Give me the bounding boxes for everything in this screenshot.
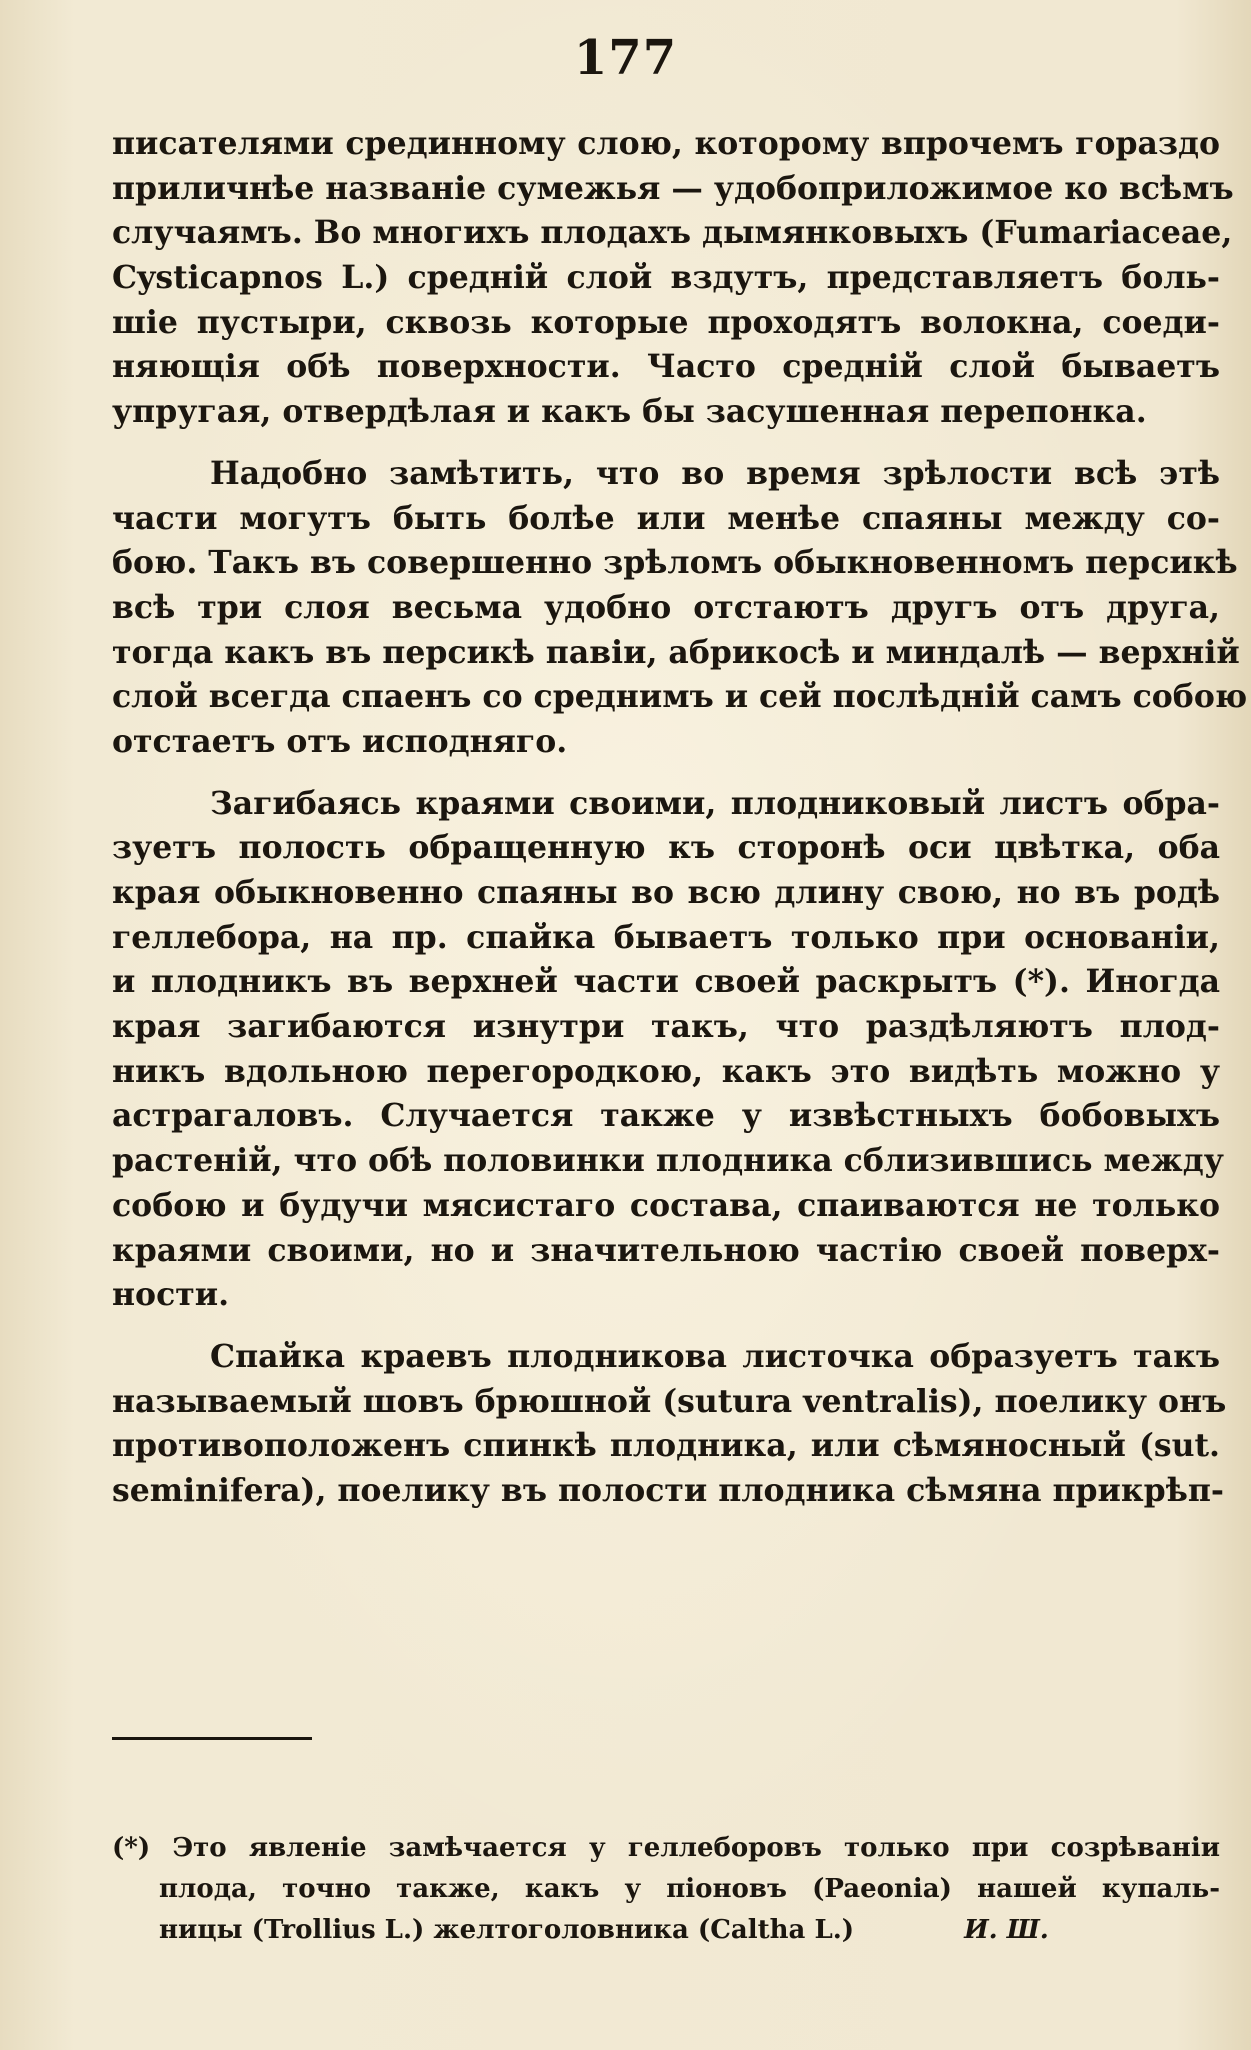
text-line: шіе пустыри, сквозь которые проходятъ волокна, соеди- — [112, 303, 1220, 341]
footnote-text: ницы (Trollius L.) желтоголовника (Caltha L.) — [159, 1915, 855, 1945]
text-line: зуетъ полость обращенную къ сторонѣ оси цвѣтка, оба — [112, 829, 1220, 867]
text-line: seminifera), поелику въ полости плодника сѣмяна прикрѣп- — [112, 1471, 1224, 1509]
text-line: писателями срединному слою, которому впрочемъ гораздо — [112, 125, 1220, 162]
text-line: всѣ три слоя весьма удобно отстаютъ другъ отъ друга, — [112, 588, 1220, 626]
text-line: упругая, отвердѣлая и какъ бы засушенная перепонка. — [112, 393, 1147, 431]
text-line: собою и будучи мясистаго состава, спаиваются не только — [112, 1186, 1220, 1224]
footnote-line: (*) Это явленіе замѣчается у геллеборовъ только при созрѣваніи — [112, 1833, 1220, 1863]
text-line: растеній, что обѣ половинки плодника сблизившись между — [112, 1142, 1224, 1180]
text-line: Надобно замѣтить, что во время зрѣлости всѣ этѣ — [210, 454, 1220, 492]
text-line: Cysticapnos L.) средній слой вздутъ, представляетъ боль- — [112, 259, 1220, 297]
text-line: геллебора, на пр. спайка бываетъ только при основаніи, — [112, 918, 1220, 956]
text-line: приличнѣе названіе сумежья — удобоприложимое ко всѣмъ — [112, 169, 1234, 207]
page-number: 177 — [573, 30, 678, 86]
body-text — [112, 122, 1248, 1531]
text-line: никъ вдольною перегородкою, какъ это видѣть можно у — [112, 1052, 1220, 1090]
text-line: отстаетъ отъ исподняго. — [112, 722, 568, 760]
text-line: няющія обѣ поверхности. Часто средній слой бываетъ — [112, 348, 1220, 386]
text-line: краями своими, но и значительною частію своей поверх- — [112, 1231, 1220, 1269]
paragraph — [112, 452, 1248, 765]
text-line: называемый шовъ брюшной (sutura ventralis), поелику онъ — [112, 1382, 1227, 1420]
text-line: слой всегда спаенъ со среднимъ и сей послѣдній самъ собою — [112, 678, 1248, 716]
text-line: противоположенъ спинкѣ плодника, или сѣмяносный (sut. — [112, 1427, 1220, 1465]
footnote-signature: И. Ш. — [964, 1915, 1049, 1945]
footnote-line — [112, 1910, 1220, 1951]
text-line: ности. — [112, 1276, 230, 1314]
text-line: тогда какъ въ персикѣ павіи, абрикосѣ и миндалѣ — верхній — [112, 633, 1240, 671]
text-line: Спайка краевъ плодникова листочка образуетъ такъ — [210, 1337, 1220, 1375]
footnote-line: плода, точно также, какъ у піоновъ (Paeonia) нашей купаль- — [159, 1874, 1220, 1904]
text-line: части могутъ быть болѣе или менѣе спаяны между со- — [112, 499, 1220, 537]
text-line: и плодникъ въ верхней части своей раскрытъ (*). Иногда — [112, 963, 1220, 1001]
text-line: случаямъ. Во многихъ плодахъ дымянковыхъ (Fumariaceae, — [112, 214, 1233, 252]
text-line: края обыкновенно спаяны во всю длину свою, но въ родѣ — [112, 874, 1220, 911]
paragraph — [112, 122, 1234, 435]
paragraph — [112, 782, 1224, 1318]
text-line: бою. Такъ въ совершенно зрѣломъ обыкновенномъ персикѣ — [112, 544, 1238, 582]
text-line: астрагаловъ. Случается также у извѣстныхъ бобовыхъ — [112, 1097, 1220, 1135]
footnote — [112, 1828, 1220, 1951]
footnote-divider — [112, 1737, 312, 1740]
paragraph — [112, 1335, 1227, 1514]
text-line: Загибаясь краями своими, плодниковый листъ обра- — [210, 784, 1220, 822]
text-line: края загибаются изнутри такъ, что раздѣляютъ плод- — [112, 1008, 1220, 1046]
